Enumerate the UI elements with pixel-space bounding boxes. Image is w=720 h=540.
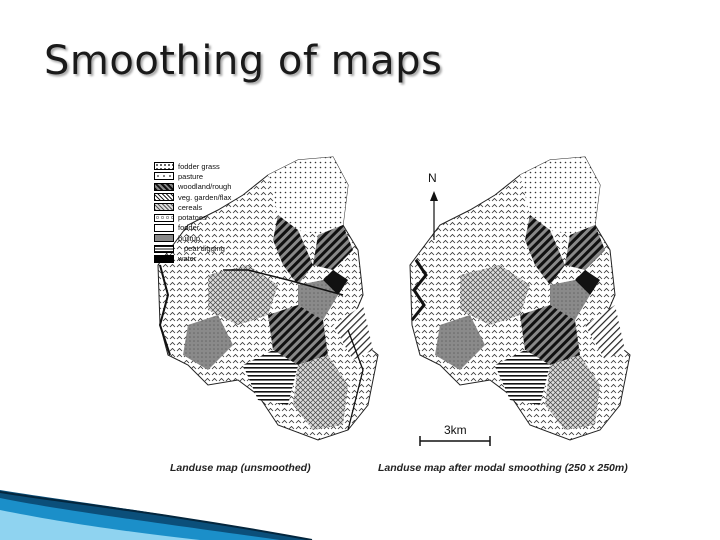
legend-item	[154, 192, 274, 202]
legend-item	[154, 171, 274, 181]
legend-label: potatoes	[178, 213, 207, 223]
legend-item	[154, 202, 274, 212]
map-legend	[154, 161, 274, 264]
legend-item	[154, 243, 274, 253]
caption-smoothed: Landuse map after modal smoothing (250 x 250m)	[378, 462, 628, 474]
legend-label: veg. garden/flax	[178, 192, 232, 202]
legend-label: woodland/rough	[178, 182, 232, 192]
legend-label: pasture	[178, 171, 204, 181]
legend-item	[154, 254, 274, 264]
scale-bar	[420, 436, 490, 446]
legend-item	[154, 161, 274, 171]
legend-swatch-icon	[154, 224, 174, 232]
legend-item	[154, 223, 274, 233]
legend-swatch-icon	[154, 172, 174, 180]
corner-decoration	[0, 450, 320, 540]
legend-swatch-icon	[154, 193, 174, 201]
legend-swatch-icon	[154, 214, 174, 222]
smoothed-map	[410, 157, 630, 440]
legend-swatch-icon	[154, 183, 174, 191]
legend-label: water	[178, 254, 197, 264]
legend-item	[154, 233, 274, 243]
north-label: N	[428, 171, 437, 185]
legend-label: fodder	[178, 223, 200, 233]
legend-label: builtup	[178, 233, 201, 243]
landuse-figure	[148, 155, 652, 485]
slide-title: Smoothing of maps	[44, 38, 443, 84]
legend-swatch-icon	[154, 203, 174, 211]
legend-swatch-icon	[154, 162, 174, 170]
legend-label: cereals	[178, 202, 203, 212]
scale-label: 3km	[444, 423, 467, 437]
legend-swatch-icon	[154, 255, 174, 263]
legend-swatch-icon	[154, 234, 174, 242]
legend-swatch-icon	[154, 245, 174, 253]
legend-item	[154, 182, 274, 192]
legend-label: fodder grass	[178, 161, 220, 171]
legend-label: peat digging	[184, 244, 225, 254]
caption-unsmoothed: Landuse map (unsmoothed)	[170, 462, 311, 474]
legend-item	[154, 212, 274, 222]
